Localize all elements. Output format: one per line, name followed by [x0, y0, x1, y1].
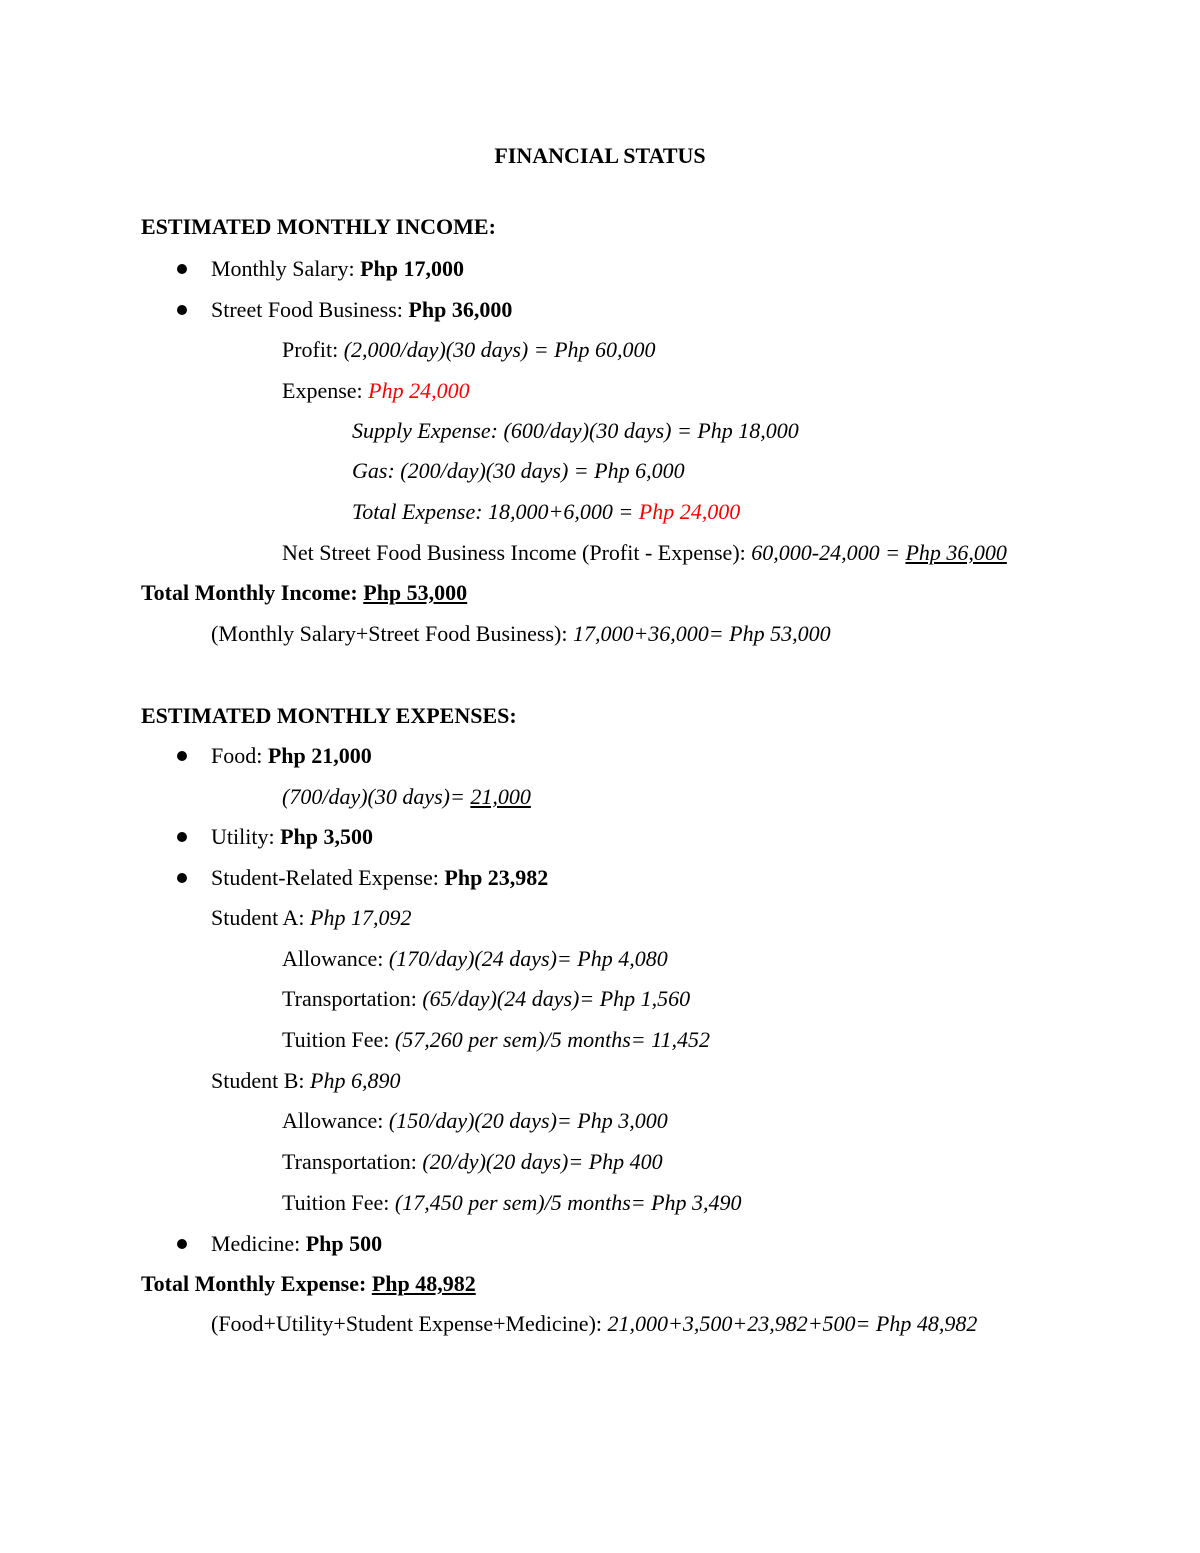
b-tuition-label: Tuition Fee: [282, 1190, 395, 1215]
business-value: Php 36,000 [408, 297, 513, 322]
total-expense-breakdown-formula: 21,000+3,500+23,982+500= Php 48,982 [607, 1311, 978, 1336]
total-expense-breakdown [211, 1311, 977, 1337]
food-result: 21,000 [470, 784, 531, 809]
total-income-breakdown-formula: 17,000+36,000= Php 53,000 [572, 621, 831, 646]
expense-line [282, 378, 470, 404]
student-a-allowance [282, 946, 668, 972]
food-value: Php 21,000 [267, 743, 372, 768]
b-transport-formula: (20/dy)(20 days)= Php 400 [422, 1149, 663, 1174]
net-value: Php 36,000 [905, 540, 1007, 565]
medicine-label: Medicine: [211, 1231, 306, 1256]
bullet-icon [177, 751, 187, 761]
b-allowance-label: Allowance: [282, 1108, 389, 1133]
b-tuition-formula: (17,450 per sem)/5 months= Php 3,490 [394, 1190, 742, 1215]
expense-label: Expense: [282, 378, 369, 403]
a-transport-formula: (65/day)(24 days)= Php 1,560 [422, 986, 691, 1011]
student-b-transportation [282, 1149, 663, 1175]
net-label: Net Street Food Business Income (Profit - Expense): [282, 540, 752, 565]
student-a-transportation [282, 986, 690, 1012]
total-expense-formula: Total Expense: 18,000+6,000 = [352, 499, 639, 524]
food-label: Food: [211, 743, 268, 768]
total-income-breakdown [211, 621, 831, 647]
student-a-line [211, 905, 411, 931]
total-income-label: Total Monthly Income: [141, 580, 364, 605]
student-label: Student-Related Expense: [211, 865, 445, 890]
salary-label: Monthly Salary: [211, 256, 361, 281]
income-heading: ESTIMATED MONTHLY INCOME: [141, 214, 496, 239]
total-income-value: Php 53,000 [363, 580, 468, 605]
net-income-line [282, 540, 1007, 566]
student-expense-item [211, 865, 548, 891]
student-a-value: Php 17,092 [310, 905, 412, 930]
utility-item [211, 824, 373, 850]
a-tuition-label: Tuition Fee: [282, 1027, 395, 1052]
student-b-tuition [282, 1190, 742, 1216]
student-a-label: Student A: [211, 905, 311, 930]
student-b-value: Php 6,890 [310, 1068, 401, 1093]
income-salary-item [211, 256, 464, 282]
profit-line [282, 337, 656, 363]
business-label: Street Food Business: [211, 297, 409, 322]
bullet-icon [177, 832, 187, 842]
student-b-allowance [282, 1108, 668, 1134]
gas-expense-line: Gas: (200/day)(30 days) = Php 6,000 [352, 458, 685, 483]
total-monthly-expense-value: Php 48,982 [371, 1271, 476, 1296]
salary-value: Php 17,000 [360, 256, 465, 281]
bullet-icon [177, 873, 187, 883]
total-income-line [141, 580, 467, 606]
medicine-value: Php 500 [305, 1231, 383, 1256]
profit-label: Profit: [282, 337, 344, 362]
total-expense-value: Php 24,000 [638, 499, 741, 524]
food-item [211, 743, 372, 769]
expenses-heading: ESTIMATED MONTHLY EXPENSES: [141, 703, 517, 728]
total-expense-breakdown-label: (Food+Utility+Student Expense+Medicine): [211, 1311, 608, 1336]
a-allowance-formula: (170/day)(24 days)= Php 4,080 [388, 946, 668, 971]
supply-expense-line: Supply Expense: (600/day)(30 days) = Php 18,000 [352, 418, 799, 443]
total-income-breakdown-label: (Monthly Salary+Street Food Business): [211, 621, 573, 646]
net-formula: 60,000-24,000 = [751, 540, 906, 565]
income-business-item [211, 297, 512, 323]
student-value: Php 23,982 [444, 865, 549, 890]
a-transport-label: Transportation: [282, 986, 423, 1011]
student-b-line [211, 1068, 400, 1094]
utility-value: Php 3,500 [280, 824, 373, 849]
bullet-icon [177, 1239, 187, 1249]
a-allowance-label: Allowance: [282, 946, 389, 971]
page-title: FINANCIAL STATUS [494, 143, 706, 168]
profit-formula: (2,000/day)(30 days) = Php 60,000 [343, 337, 656, 362]
medicine-item [211, 1231, 382, 1257]
expense-value: Php 24,000 [368, 378, 470, 403]
utility-label: Utility: [211, 824, 281, 849]
student-a-tuition [282, 1027, 710, 1053]
a-tuition-formula: (57,260 per sem)/5 months= 11,452 [394, 1027, 710, 1052]
total-expense-summary [141, 1271, 476, 1297]
total-expense-line [352, 499, 740, 525]
b-allowance-formula: (150/day)(20 days)= Php 3,000 [388, 1108, 668, 1133]
total-monthly-expense-label: Total Monthly Expense: [141, 1271, 372, 1296]
b-transport-label: Transportation: [282, 1149, 423, 1174]
student-b-label: Student B: [211, 1068, 311, 1093]
food-formula: (700/day)(30 days)= [282, 784, 471, 809]
bullet-icon [177, 305, 187, 315]
bullet-icon [177, 264, 187, 274]
food-formula-line [282, 784, 531, 810]
